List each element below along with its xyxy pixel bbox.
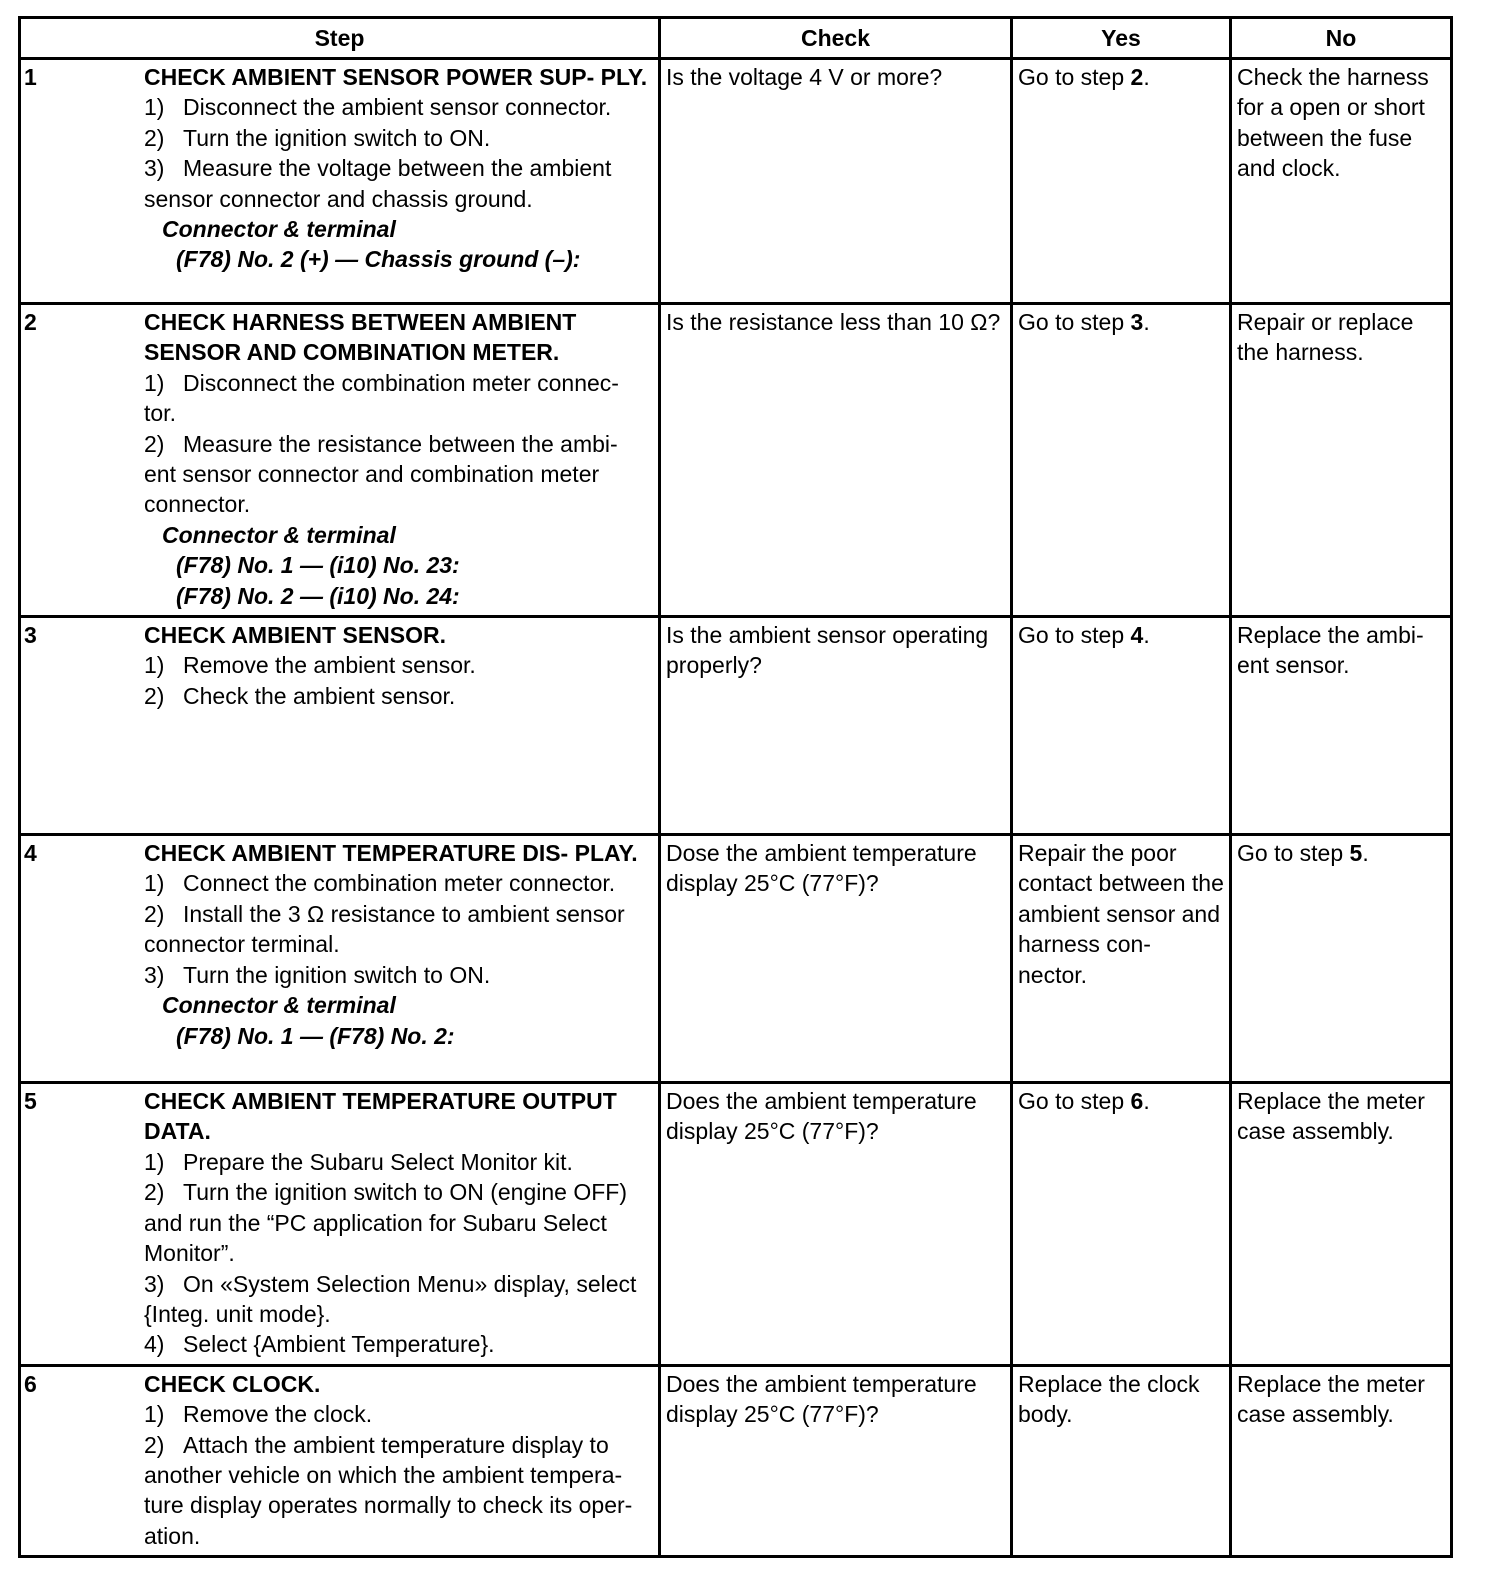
substep-number: 1) (144, 1401, 165, 1428)
yes-cell (1012, 835, 1231, 1083)
step-cell (20, 1365, 660, 1556)
substep (144, 681, 654, 711)
substep-text: Remove the ambient sensor. (183, 652, 476, 679)
substep (144, 1269, 654, 1330)
step-description (140, 618, 658, 715)
header-no: No (1231, 18, 1452, 59)
substep-text: Measure the voltage between the ambient sensor connector and chassis ground. (144, 155, 612, 212)
table-body (20, 59, 1452, 1557)
diagnostic-table (18, 16, 1453, 1558)
check-cell: Does the ambient temperature display 25°C (77°F)? (660, 1083, 1012, 1366)
substep (144, 153, 654, 214)
yes-text: Replace the clock body. (1018, 1370, 1200, 1428)
no-text: Check the harness for a open or short between the fuse and clock. (1237, 64, 1429, 182)
substep-number: 1) (144, 94, 165, 121)
step-number: 2 (24, 309, 37, 335)
step-description (140, 1084, 658, 1364)
no-cell (1231, 1365, 1452, 1556)
connector-terminal-spec: (F78) No. 2 — (i10) No. 24: (176, 582, 460, 609)
substep (144, 960, 654, 990)
substep-number: 3) (144, 961, 165, 988)
yes-suffix: . (1143, 1088, 1150, 1115)
substep-number: 3) (144, 1270, 165, 1297)
step-number: 4 (24, 840, 37, 867)
table-row (20, 1083, 1452, 1366)
substep (144, 429, 654, 520)
substep (144, 868, 654, 898)
substep-text: Install the 3 Ω resistance to ambient sensor connector terminal. (144, 900, 625, 958)
substep-number: 2) (144, 124, 165, 151)
no-cell (1231, 617, 1452, 835)
no-text: Go to step (1237, 840, 1350, 867)
yes-suffix: . (1143, 622, 1150, 649)
substep (144, 92, 654, 122)
substep (144, 1147, 654, 1177)
yes-cell (1012, 617, 1231, 835)
yes-cell (1012, 1083, 1231, 1366)
substep (144, 1399, 654, 1429)
step-number: 5 (24, 1088, 37, 1115)
substep-number: 2) (144, 430, 165, 457)
substep-number: 1) (144, 870, 165, 897)
connector-terminal-label: Connector & terminal (162, 216, 396, 243)
step-cell (20, 835, 660, 1083)
substep-number: 4) (144, 1331, 165, 1358)
substep-text: Turn the ignition switch to ON. (183, 961, 491, 988)
substep-text: Remove the clock. (183, 1401, 373, 1428)
step-description (140, 1367, 658, 1555)
substep-text: Attach the ambient temperature display to another vehicle on which the ambient tempera- ture display operates normally to check its oper- ation. (144, 1431, 633, 1549)
step-cell (20, 1083, 660, 1366)
yes-step-number: 4 (1130, 622, 1144, 649)
step-description (140, 305, 658, 615)
yes-cell (1012, 1365, 1231, 1556)
substep-text: On «System Selection Menu» display, select {Integ. unit mode}. (144, 1270, 637, 1327)
check-cell: Is the voltage 4 V or more? (660, 59, 1012, 304)
substep-number: 1) (144, 369, 165, 396)
check-cell: Dose the ambient temperature display 25°C (77°F)? (660, 835, 1012, 1083)
step-description (140, 836, 658, 1055)
yes-step-number: 3 (1130, 309, 1144, 335)
substep-number: 1) (144, 1148, 165, 1175)
no-step-number: 5 (1349, 840, 1363, 867)
connector-terminal-spec: (F78) No. 1 — (F78) No. 2: (176, 1022, 455, 1049)
connector-terminal-spec: (F78) No. 1 — (i10) No. 23: (176, 552, 460, 579)
no-text: Replace the meter case assembly. (1237, 1370, 1425, 1428)
yes-step-number: 6 (1130, 1088, 1144, 1115)
step-cell (20, 59, 660, 304)
step-title: CHECK AMBIENT TEMPERATURE DIS- PLAY. (144, 840, 638, 867)
no-cell (1231, 1083, 1452, 1366)
table-row (20, 304, 1452, 617)
step-title: CHECK AMBIENT SENSOR POWER SUP- PLY. (144, 64, 648, 90)
substep-number: 2) (144, 1431, 165, 1458)
step-number: 6 (24, 1370, 37, 1397)
yes-text: Go to step (1018, 1088, 1131, 1115)
substep (144, 123, 654, 153)
yes-text: Repair the poor contact between the ambient sensor and harness con- nector. (1018, 840, 1224, 988)
table-row (20, 1365, 1452, 1556)
table-row (20, 617, 1452, 835)
no-text: Repair or replace the harness. (1237, 309, 1414, 366)
yes-suffix: . (1143, 64, 1150, 90)
substep-number: 1) (144, 652, 165, 679)
table-row (20, 59, 1452, 304)
substep (144, 1329, 654, 1359)
no-text: Replace the ambi- ent sensor. (1237, 622, 1424, 679)
substep-text: Turn the ignition switch to ON (engine OFF) and run the “PC application for Subaru Select Monitor”. (144, 1179, 627, 1267)
substep (144, 1430, 654, 1552)
connector-terminal-spec: (F78) No. 2 (+) — Chassis ground (–): (176, 246, 581, 273)
substep-text: Connect the combination meter connector. (183, 870, 616, 897)
header-step: Step (20, 18, 660, 59)
substep (144, 368, 654, 429)
substep-text: Turn the ignition switch to ON. (183, 124, 491, 151)
substep-text: Disconnect the combination meter connec- tor. (144, 369, 619, 427)
yes-cell (1012, 59, 1231, 304)
yes-text: Go to step (1018, 622, 1131, 649)
step-number: 1 (24, 64, 37, 90)
step-title: CHECK CLOCK. (144, 1370, 321, 1397)
yes-suffix: . (1143, 309, 1150, 335)
troubleshooting-table-container (18, 16, 1450, 1558)
no-cell (1231, 59, 1452, 304)
header-yes: Yes (1012, 18, 1231, 59)
substep-text: Measure the resistance between the ambi- ent sensor connector and combination meter connector. (144, 430, 618, 518)
connector-terminal-label: Connector & terminal (162, 992, 396, 1019)
step-number: 3 (24, 622, 37, 649)
substep-number: 2) (144, 900, 165, 927)
yes-text: Go to step (1018, 64, 1131, 90)
no-cell (1231, 304, 1452, 617)
substep-text: Disconnect the ambient sensor connector. (183, 94, 612, 121)
step-title: CHECK AMBIENT SENSOR. (144, 622, 446, 649)
substep (144, 1177, 654, 1268)
step-cell (20, 304, 660, 617)
no-cell (1231, 835, 1452, 1083)
substep-text: Prepare the Subaru Select Monitor kit. (183, 1148, 573, 1175)
substep-number: 2) (144, 1179, 165, 1206)
connector-terminal-label: Connector & terminal (162, 521, 396, 548)
check-cell: Is the ambient sensor operating properly? (660, 617, 1012, 835)
substep-text: Select {Ambient Temperature}. (183, 1331, 495, 1358)
substep (144, 899, 654, 960)
step-cell (20, 617, 660, 835)
no-text: Replace the meter case assembly. (1237, 1088, 1425, 1145)
no-suffix: . (1362, 840, 1369, 867)
step-title: CHECK HARNESS BETWEEN AMBIENT SENSOR AND COMBINATION METER. (144, 309, 577, 366)
step-title: CHECK AMBIENT TEMPERATURE OUTPUT DATA. (144, 1088, 617, 1145)
substep-number: 3) (144, 155, 165, 182)
substep-number: 2) (144, 682, 165, 709)
header-check: Check (660, 18, 1012, 59)
table-row (20, 835, 1452, 1083)
yes-step-number: 2 (1130, 64, 1144, 90)
yes-cell (1012, 304, 1231, 617)
header-row (20, 18, 1452, 59)
substep-text: Check the ambient sensor. (183, 682, 456, 709)
check-cell: Does the ambient temperature display 25°C (77°F)? (660, 1365, 1012, 1556)
substep (144, 650, 654, 680)
step-description (140, 60, 658, 279)
check-cell: Is the resistance less than 10 Ω? (660, 304, 1012, 617)
yes-text: Go to step (1018, 309, 1131, 335)
